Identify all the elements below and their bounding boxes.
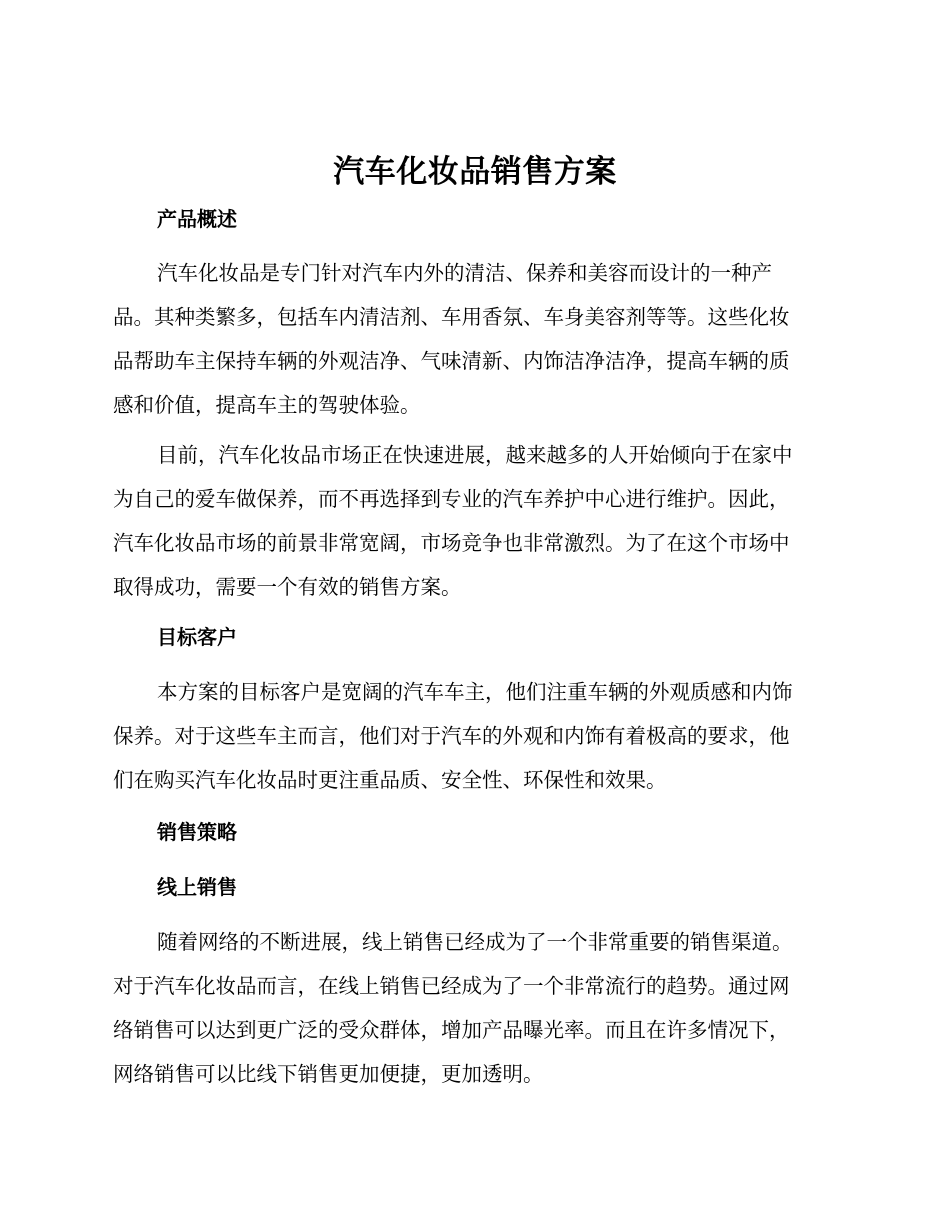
paragraph-line: 络销售可以达到更广泛的受众群体，增加产品曝光率。而且在许多情况下， — [113, 1018, 790, 1042]
section-heading-customers: 目标客户 — [157, 625, 237, 649]
paragraph-line: 网络销售可以比线下销售更加便捷，更加透明。 — [113, 1062, 544, 1086]
paragraph-overview-2 — [113, 433, 833, 609]
paragraph-line: 本方案的目标客户是宽阔的汽车车主，他们注重车辆的外观质感和内饰 — [157, 680, 793, 704]
paragraph-line: 随着网络的不断进展，线上销售已经成为了一个非常重要的销售渠道。 — [157, 930, 793, 954]
paragraph-line: 品帮助车主保持车辆的外观洁净、气味清新、内饰洁净洁净，提高车辆的质 — [113, 349, 790, 373]
paragraph-line: 保养。对于这些车主而言，他们对于汽车的外观和内饰有着极高的要求，他 — [113, 724, 790, 748]
paragraph-line: 品。其种类繁多，包括车内清洁剂、车用香氛、车身美容剂等等。这些化妆 — [113, 305, 790, 329]
paragraph-online-1 — [113, 920, 833, 1096]
paragraph-line: 汽车化妆品市场的前景非常宽阔，市场竞争也非常激烈。为了在这个市场中 — [113, 531, 790, 555]
paragraph-line: 对于汽车化妆品而言，在线上销售已经成为了一个非常流行的趋势。通过网 — [113, 974, 790, 998]
document-title: 汽车化妆品销售方案 — [333, 154, 617, 190]
paragraph-line: 为自己的爱车做保养，而不再选择到专业的汽车养护中心进行维护。因此， — [113, 487, 790, 511]
paragraph-line: 目前，汽车化妆品市场正在快速进展，越来越多的人开始倾向于在家中 — [157, 443, 793, 467]
paragraph-overview-1 — [113, 251, 833, 427]
paragraph-line: 取得成功，需要一个有效的销售方案。 — [113, 575, 462, 599]
paragraph-customers-1 — [113, 670, 833, 802]
paragraph-line: 汽车化妆品是专门针对汽车内外的清洁、保养和美容而设计的一种产 — [157, 261, 772, 285]
section-heading-strategy: 销售策略 — [157, 820, 237, 844]
section-heading-overview: 产品概述 — [157, 207, 237, 231]
paragraph-line: 们在购买汽车化妆品时更注重品质、安全性、环保性和效果。 — [113, 768, 667, 792]
paragraph-line: 感和价值，提高车主的驾驶体验。 — [113, 393, 421, 417]
section-heading-online: 线上销售 — [157, 875, 237, 899]
